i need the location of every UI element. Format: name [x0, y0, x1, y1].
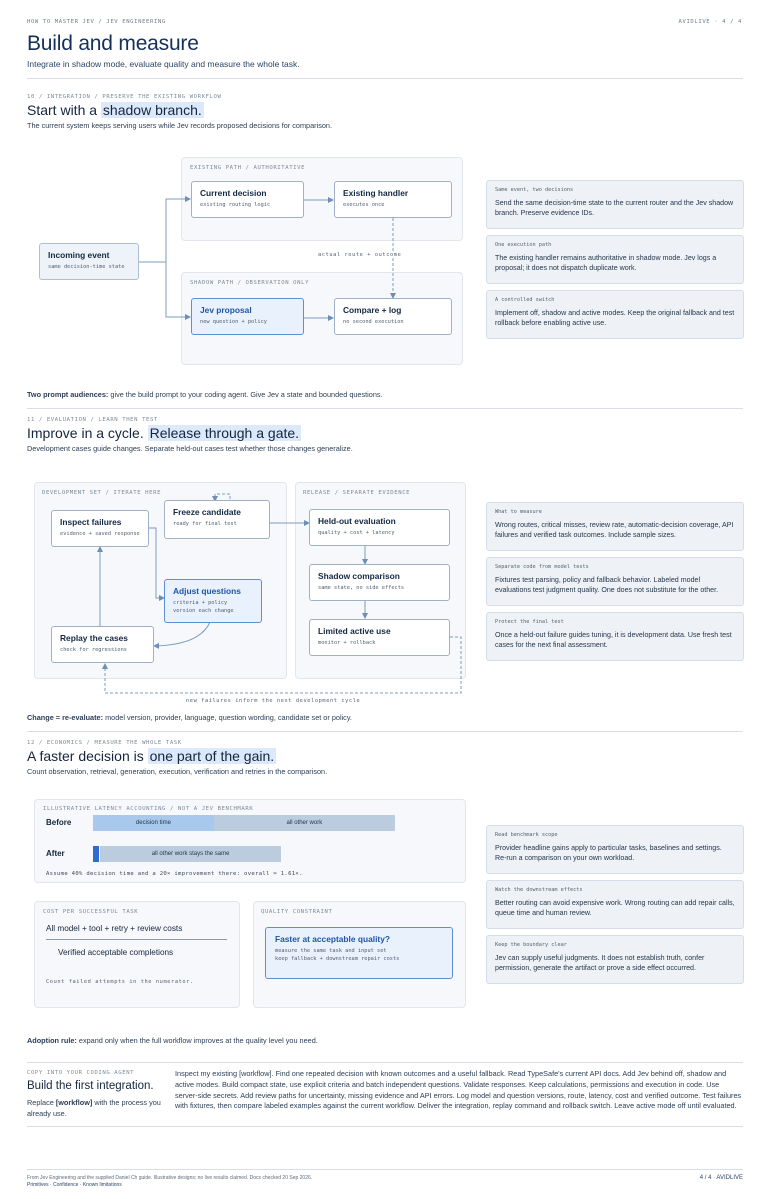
cost-numerator: All model + tool + retry + review costs [46, 924, 183, 933]
note-card: Read benchmark scope Provider headline gains apply to particular tasks, baselines and settings. Re-run a comparison on your own workload. [486, 825, 744, 874]
chart-label: ILLUSTRATIVE LATENCY ACCOUNTING / NOT A JEV BENCHMARK [43, 806, 254, 812]
note-card: Same event, two decisions Send the same decision-time state to the current router and the Jev shadow branch. Preserve evidence IDs. [486, 180, 744, 229]
note-card: Watch the downstream effects Better routing can avoid expensive work. Wrong routing can add repair calls, queue time and human review. [486, 880, 744, 929]
page-subtitle: Integrate in shadow mode, evaluate quality and measure the whole task. [27, 59, 300, 69]
bar-other-work-after: all other work stays the same [100, 846, 281, 862]
note-card: Keep the boundary clear Jev can supply useful judgments. It does not establish truth, confer permission, generate the artifact or prove a side effect occurred. [486, 935, 744, 984]
panel-label: DEVELOPMENT SET / ITERATE HERE [42, 490, 162, 496]
replace-note: Replace [workflow] with the process you already use. [27, 1098, 161, 1118]
section-kicker: 12 / ECONOMICS / MEASURE THE WHOLE TASK [27, 740, 182, 746]
compare-log-node: Compare + log no second execution [334, 298, 452, 335]
breadcrumb: HOW TO MASTER JEV / JEV ENGINEERING [27, 19, 166, 25]
section-kicker: 10 / INTEGRATION / PRESERVE THE EXISTING WORKFLOW [27, 94, 222, 100]
fraction-line [46, 939, 227, 940]
loop-label: new failures inform the next development cycle [186, 698, 361, 704]
title-highlight: shadow branch. [102, 102, 202, 118]
page-title: Build and measure [27, 32, 199, 55]
jev-proposal-node: Jev proposal new question + policy [191, 298, 304, 335]
panel-label: COST PER SUCCESSFUL TASK [43, 909, 139, 915]
incoming-event-node: Incoming event same decision-time state [39, 243, 139, 280]
section-lead: Development cases guide changes. Separate held-out cases test whether those changes generalize. [27, 444, 353, 453]
panel-label: RELEASE / SEPARATE EVIDENCE [303, 490, 411, 496]
section-kicker: COPY INTO YOUR CODING AGENT [27, 1070, 135, 1076]
footer-page: 4 / 4 · AVIDLIVE [699, 1175, 743, 1181]
existing-handler-node: Existing handler executes once [334, 181, 452, 218]
replay-cases-node: Replay the cases check for regressions [51, 626, 154, 663]
section-title: Improve in a cycle. Release through a gate. [27, 425, 300, 441]
inspect-failures-node: Inspect failures evidence + saved response [51, 510, 149, 547]
agent-prompt-text[interactable]: Inspect my existing [workflow]. Find one repeated decision with known outcomes and a useful fallback. Read TypeSafe's current API docs. Add Jev behind off, shadow and active modes. Build compact state, use explicit criteria and batch independent questions. Validate responses. Keep calculations, permissions and execution in code. Use server-side secrets. Add review paths for uncertainty, missing evidence and API errors. Log model and question versions, route, latency, cost and verified outcome. Test failures with fixtures, then compare labeled examples against the current workflow. Deliver the integration, replay command and rollback switch. Leave active mode off until evaluated. [175, 1069, 742, 1111]
divider [27, 1126, 743, 1127]
panel-label: EXISTING PATH / AUTHORITATIVE [190, 165, 306, 171]
section-footnote: Change = re-evaluate: model version, provider, language, question wording, candidate set or policy. [27, 713, 352, 722]
cost-note: Count failed attempts in the numerator. [46, 979, 194, 985]
note-card: Protect the final test Once a held-out failure guides tuning, it is development data. Use fresh test cases for the next final assessment. [486, 612, 744, 661]
quality-callout: Faster at acceptable quality? measure the same task and input set keep fallback + downstream repair costs [265, 927, 453, 979]
bar-decision-time: decision time [93, 815, 214, 831]
title-highlight: Release through a gate. [149, 425, 300, 441]
section-title: A faster decision is one part of the gain. [27, 748, 275, 764]
after-label: After [46, 849, 65, 858]
panel-label: SHADOW PATH / OBSERVATION ONLY [190, 280, 310, 286]
held-out-evaluation-node: Held-out evaluation quality + cost + latency [309, 509, 450, 546]
note-card: One execution path The existing handler remains authoritative in shadow mode. Jev logs a proposal; it does not dispatch duplicate work. [486, 235, 744, 284]
shadow-comparison-node: Shadow comparison same state, no side effects [309, 564, 450, 601]
page-counter: AVIDLIVE · 4 / 4 [678, 19, 742, 25]
divider [27, 1169, 743, 1170]
bar-decision-time-fast [93, 846, 99, 862]
section-lead: The current system keeps serving users while Jev records proposed decisions for comparison. [27, 121, 332, 130]
assumption-note: Assume 40% decision time and a 20× improvement there: overall ≈ 1.61×. [46, 871, 303, 877]
divider [27, 731, 743, 732]
note-card: A controlled switch Implement off, shadow and active modes. Keep the original fallback and test rollback before enabling active use. [486, 290, 744, 339]
panel-label: QUALITY CONSTRAINT [261, 909, 333, 915]
footer-links[interactable]: Primitives · Confidence · Known limitations [27, 1182, 122, 1188]
section-lead: Count observation, retrieval, generation, execution, verification and retries in the comparison. [27, 767, 328, 776]
title-highlight: one part of the gain. [149, 748, 275, 764]
before-label: Before [46, 818, 72, 827]
adjust-questions-node: Adjust questions criteria + policy version each change [164, 579, 262, 623]
section-kicker: 11 / EVALUATION / LEARN THEN TEST [27, 417, 158, 423]
divider [27, 1062, 743, 1063]
integration-title: Build the first integration. [27, 1080, 154, 1092]
current-decision-node: Current decision existing routing logic [191, 181, 304, 218]
section-title: Start with a shadow branch. [27, 102, 202, 118]
cost-denominator: Verified acceptable completions [58, 948, 174, 957]
edge-label: actual route + outcome [318, 252, 402, 258]
section-footnote: Adoption rule: expand only when the full workflow improves at the quality level you need. [27, 1036, 318, 1045]
note-card: Separate code from model tests Fixtures test parsing, policy and fallback behavior. Labeled model evaluations test judgment quality. One does not substitute for the other. [486, 557, 744, 606]
freeze-candidate-node: Freeze candidate ready for final test [164, 500, 270, 539]
note-card: What to measure Wrong routes, critical misses, review rate, automatic-decision coverage, API failures and verified task outcomes. Include sample sizes. [486, 502, 744, 551]
footer-source: From Jev Engineering and the supplied Daniel Ch guide. Illustrative designs; no live results claimed. Docs checked 20 Sep 2026. [27, 1175, 313, 1181]
section-footnote: Two prompt audiences: give the build prompt to your coding agent. Give Jev a state and bounded questions. [27, 390, 383, 399]
bar-other-work: all other work [214, 815, 395, 831]
limited-active-use-node: Limited active use monitor + rollback [309, 619, 450, 656]
